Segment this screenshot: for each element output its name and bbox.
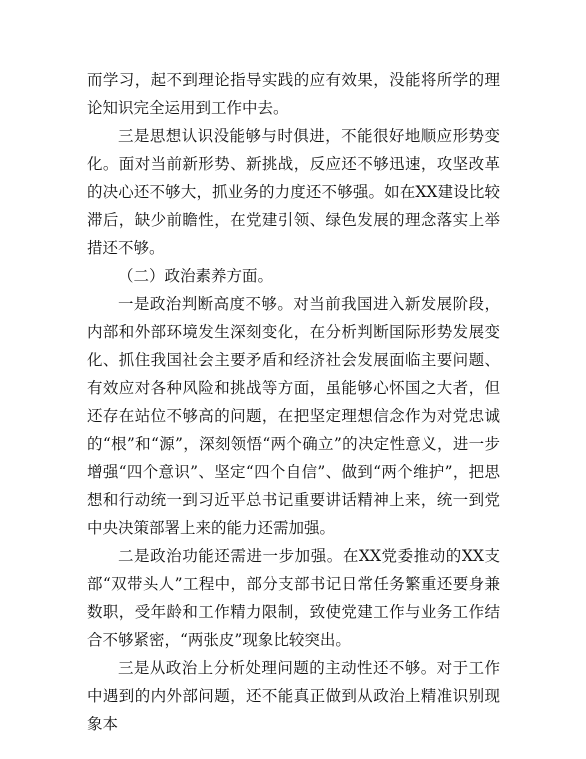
section-heading-political-quality: （二）政治素养方面。 <box>118 267 274 285</box>
paragraph-political-function: 二是政治功能还需进一步加强。在XX党委推动的XX支部“双带头人”工程中，部分支部书记日常任务繁重还要身兼数职，受年龄和工作精力限制，致使党建工作与业务工作结合不够紧密，“两张皮”现象比较突出。 <box>87 547 500 649</box>
paragraph-political-initiative: 三是从政治上分析处理问题的主动性还不够。对于工作中遇到的内外部问题，还不能真正做到从政治上精准识别现象本 <box>87 659 500 733</box>
paragraph-political-judgment: 一是政治判断高度不够。对当前我国进入新发展阶段，内部和外部环境发生深刻变化，在分析判断国际形势发展变化、抓住我国社会主要矛盾和经济社会发展面临主要问题、有效应对各种风险和挑战等方面，虽能够心怀国之大者，但还存在站位不够高的问题，在把坚定理想信念作为对党忠诚的“根”和“源”，深刻领悟“两个确立”的决定性意义，进一步增强“四个意识”、坚定“四个自信”、做到“两个维护”，把思想和行动统一到习近平总书记重要讲话精神上来，统一到党中央决策部署上来的能力还需加强。 <box>87 295 500 537</box>
paragraph-thought-awareness: 三是思想认识没能够与时俱进，不能很好地顺应形势变化。面对当前新形势、新挑战，反应还不够迅速，攻坚改革的决心还不够大，抓业务的力度还不够强。如在XX建设比较滞后，缺少前瞻性，在党建引领、绿色发展的理念落实上举措还不够。 <box>87 127 500 257</box>
paragraph-continuation: 而学习，起不到理论指导实践的应有效果，没能将所学的理论知识完全运用到工作中去。 <box>87 71 500 117</box>
document-body <box>87 66 500 738</box>
